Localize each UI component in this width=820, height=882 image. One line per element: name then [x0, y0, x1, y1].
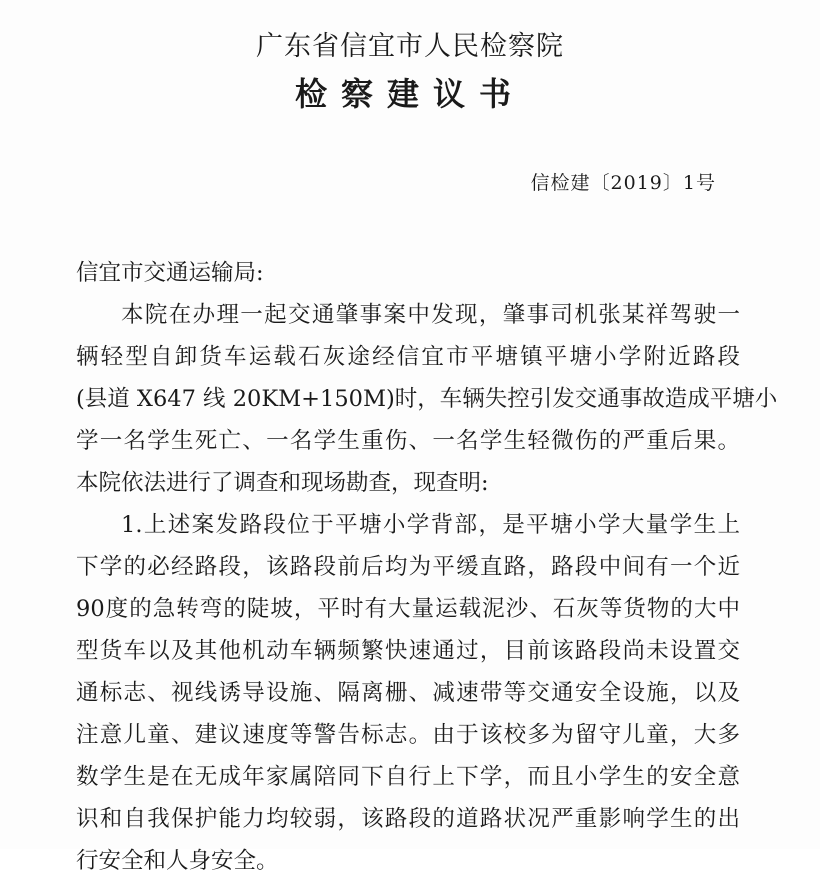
text-line: 本院依法进行了调查和现场勘查，现查明: [76, 470, 489, 496]
document-title: 检察建议书 [294, 75, 525, 113]
text-line: (县道 X647 线 20KM+150M)时，车辆失控引发交通事故造成平塘小 [76, 386, 778, 412]
text-line: 数学生是在无成年家属陪同下自行上下学，而且小学生的安全意 [76, 764, 740, 790]
text-line: 识和自我保护能力均较弱，该路段的道路状况严重影响学生的出 [76, 806, 740, 832]
document-number: 信检建〔2019〕1号 [530, 172, 716, 194]
text-line: 型货车以及其他机动车辆频繁快速通过，目前该路段尚未设置交 [76, 638, 740, 664]
text-line: 辆轻型自卸货车运载石灰途经信宜市平塘镇平塘小学附近路段 [76, 344, 740, 370]
text-line: 下学的必经路段，该路段前后均为平缓直路，路段中间有一个近 [76, 554, 740, 580]
text-line: 行安全和人身安全。 [76, 848, 279, 874]
text-line: 通标志、视线诱导设施、隔离栅、减速带等交通安全设施，以及 [76, 680, 740, 706]
text-line: 注意儿童、建议速度等警告标志。由于该校多为留守儿童，大多 [76, 722, 740, 748]
text-line: 1.上述案发路段位于平塘小学背部，是平塘小学大量学生上 [121, 512, 740, 538]
text-line: 本院在办理一起交通肇事案中发现，肇事司机张某祥驾驶一 [121, 302, 740, 328]
issuing-organization: 广东省信宜市人民检察院 [256, 31, 564, 62]
paragraph-finding-1 [76, 504, 740, 882]
paragraph-findings-intro [76, 294, 778, 504]
addressee: 信宜市交通运输局: [76, 260, 264, 286]
text-line: 学一名学生死亡、一名学生重伤、一名学生轻微伤的严重后果。 [76, 428, 740, 454]
text-line: 90度的急转弯的陡坡，平时有大量运载泥沙、石灰等货物的大中 [76, 596, 740, 622]
